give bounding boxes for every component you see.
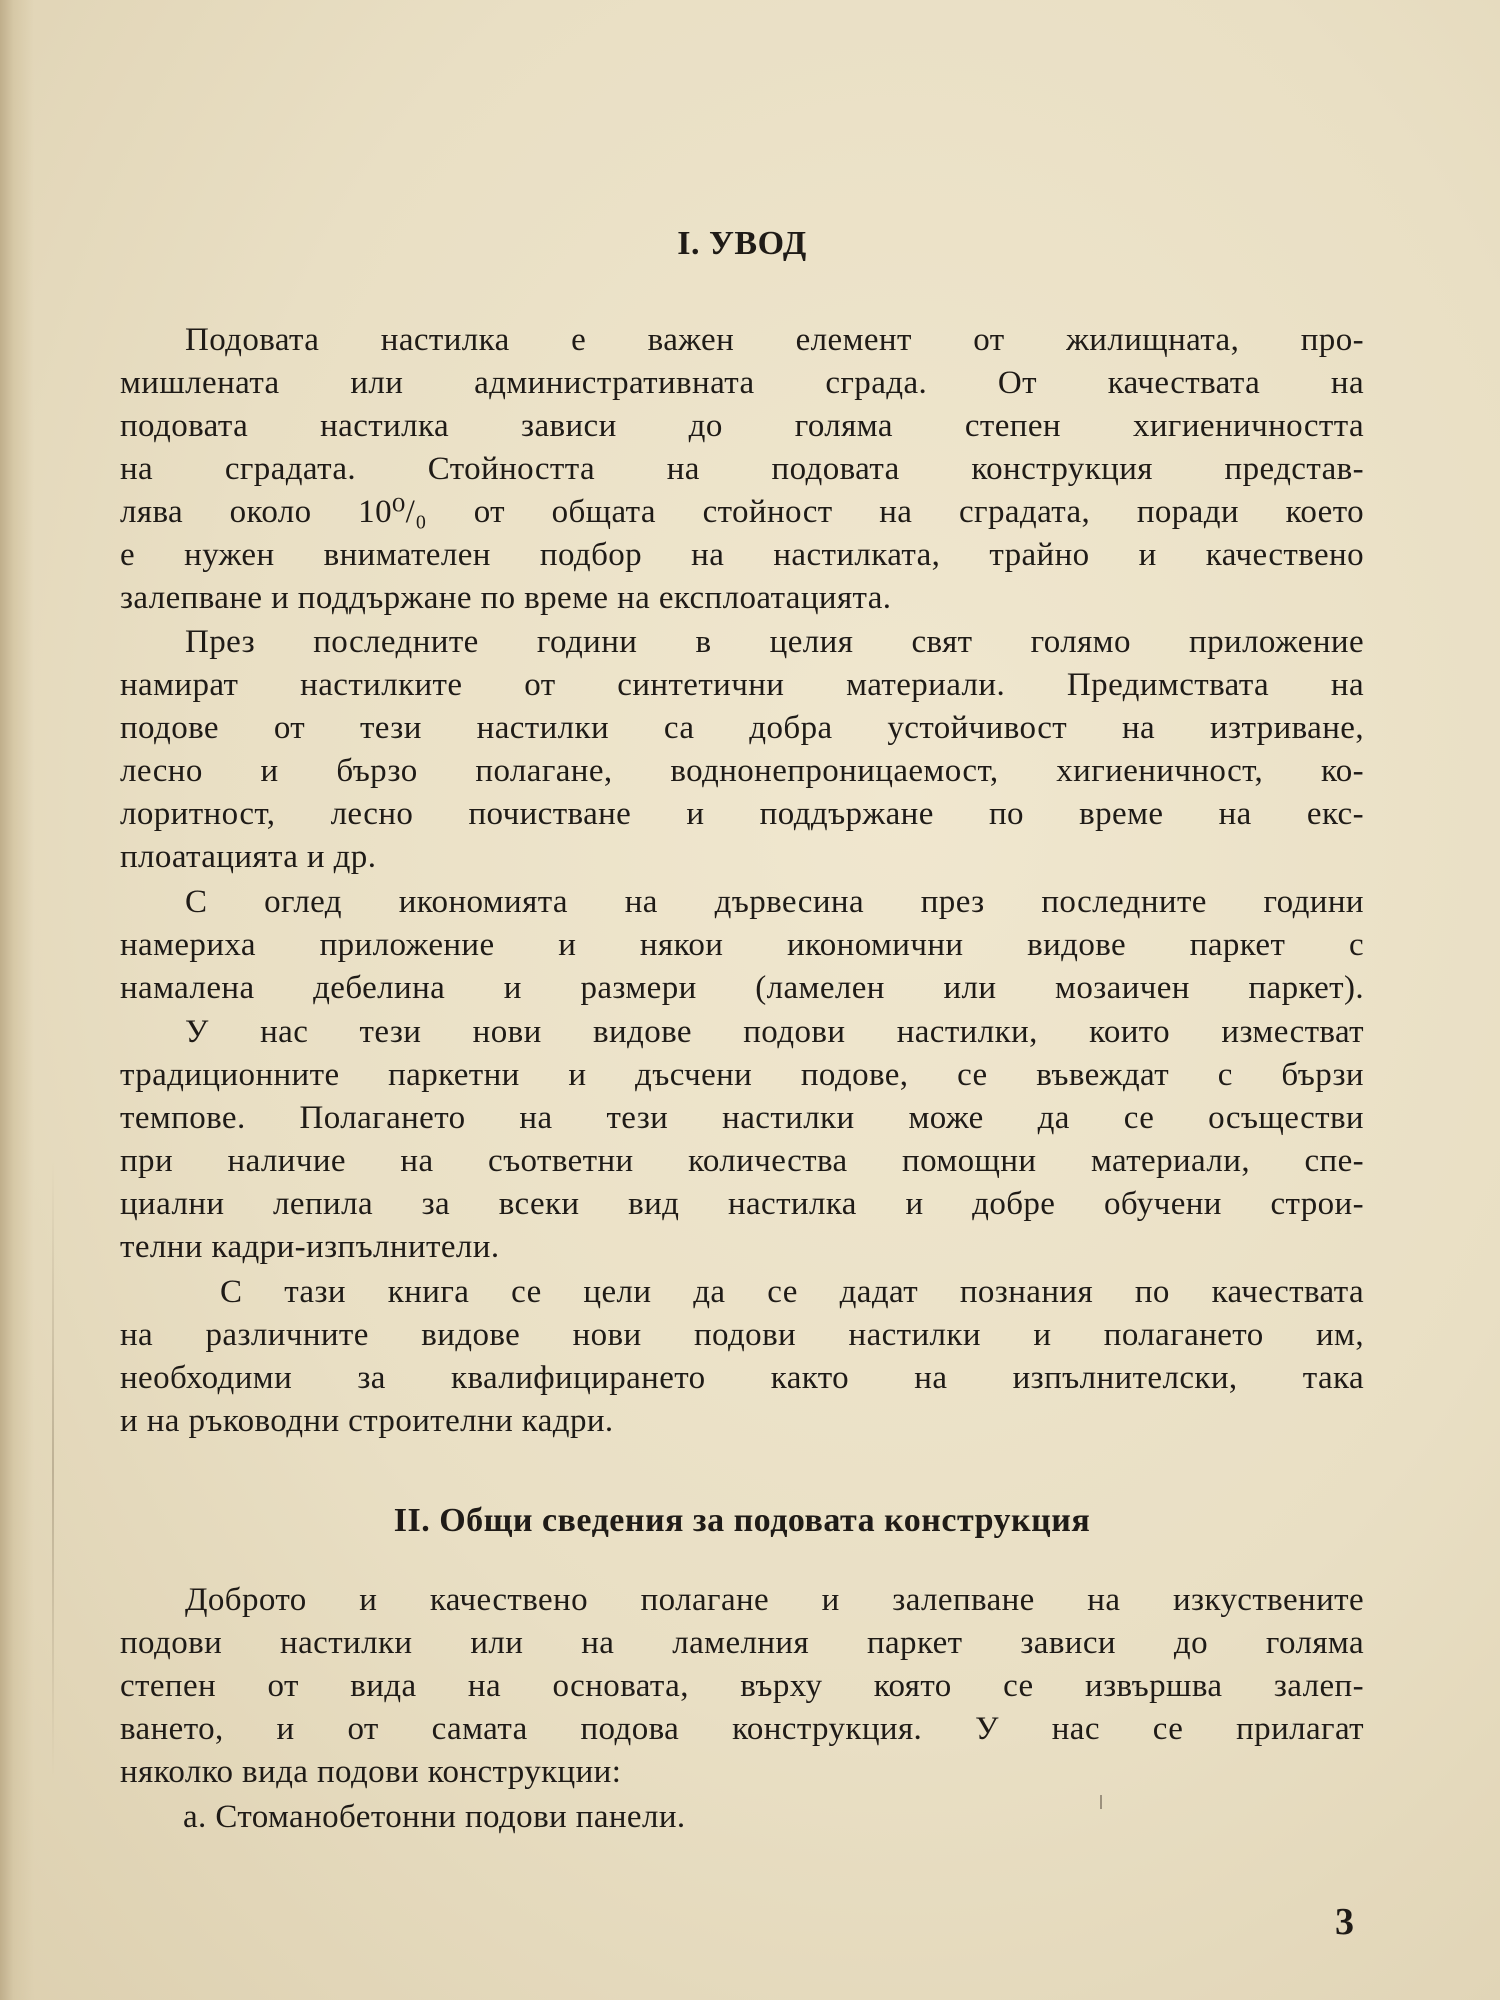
print-speck [1100, 1795, 1102, 1809]
paragraph-1-line-3: подовата настилка зависи до голяма степен хигиеничността [120, 408, 1364, 444]
paragraph-4-line-1: У нас тези нови видове подови настилки, които изместват [185, 1014, 1364, 1050]
section-2-line-4: ването, и от самата подова конструкция. У нас се прилагат [120, 1711, 1364, 1747]
section-2-line-2: подови настилки или на ламелния паркет зависи до голяма [120, 1625, 1364, 1661]
paragraph-2-line-5: лоритност, лесно почистване и поддържане по време на екс- [120, 796, 1364, 832]
paragraph-1-line-2: мишлената или административната сграда. От качествата на [120, 365, 1364, 401]
paragraph-5-line-3: необходими за квалифицирането както на изпълнителски, така [120, 1360, 1364, 1396]
section-2-line-3: степен от вида на основата, върху която се извършва залеп- [120, 1668, 1364, 1704]
section-1-heading: I. УВОД [677, 225, 807, 262]
paragraph-1-line-7: залепване и поддържане по време на експлоатацията. [120, 580, 892, 616]
section-2-line-1: Доброто и качествено полагане и залепване на изкуствените [185, 1582, 1364, 1618]
section-2-line-5: няколко вида подови конструкции: [120, 1754, 622, 1790]
page-number: 3 [1335, 1901, 1354, 1943]
paragraph-2-line-4: лесно и бързо полагане, воднонепроницаемост, хигиеничност, ко- [120, 753, 1364, 789]
paragraph-4-line-5: циални лепила за всеки вид настилка и добре обучени строи- [120, 1186, 1364, 1222]
page-crease [52, 1160, 54, 1780]
paragraph-4-line-2: традиционните паркетни и дъсчени подове, се въвеждат с бързи [120, 1057, 1364, 1093]
paragraph-3-line-3: намалена дебелина и размери (ламелен или мозаичен паркет). [120, 970, 1364, 1006]
list-item-a: а. Стоманобетонни подови панели. [183, 1799, 686, 1835]
paragraph-5-line-2: на различните видове нови подови настилки и полагането им, [120, 1317, 1364, 1353]
page-gutter-shadow [0, 0, 34, 2000]
paragraph-5-line-4: и на ръководни строителни кадри. [120, 1403, 614, 1439]
paragraph-4-line-3: темпове. Полагането на тези настилки може да се осъществи [120, 1100, 1364, 1136]
paragraph-2-line-3: подове от тези настилки са добра устойчивост на изтриване, [120, 710, 1364, 746]
paragraph-2-line-2: намират настилките от синтетични материали. Предимствата на [120, 667, 1364, 703]
paragraph-1-line-1: Подовата настилка е важен елемент от жилищната, про- [185, 322, 1364, 358]
paragraph-1-line-6: е нужен внимателен подбор на настилката, трайно и качествено [120, 537, 1364, 573]
paragraph-3-line-2: намериха приложение и някои икономични видове паркет с [120, 927, 1364, 963]
paragraph-1-line-5: лява около 10⁰/₀ от общата стойност на сградата, поради което [120, 494, 1364, 530]
paragraph-1-line-4: на сградата. Стойността на подовата конструкция представ- [120, 451, 1364, 487]
paragraph-3-line-1: С оглед икономията на дървесина през последните години [185, 884, 1364, 920]
paragraph-2-line-1: През последните години в целия свят голямо приложение [185, 624, 1364, 660]
paragraph-5-line-1: С тази книга се цели да се дадат познания по качествата [220, 1274, 1364, 1310]
paragraph-4-line-4: при наличие на съответни количества помощни материали, спе- [120, 1143, 1364, 1179]
paragraph-4-line-6: телни кадри-изпълнители. [120, 1229, 500, 1265]
paragraph-2-line-6: плоатацията и др. [120, 839, 377, 875]
section-2-heading: II. Общи сведения за подовата конструкция [393, 1502, 1091, 1539]
